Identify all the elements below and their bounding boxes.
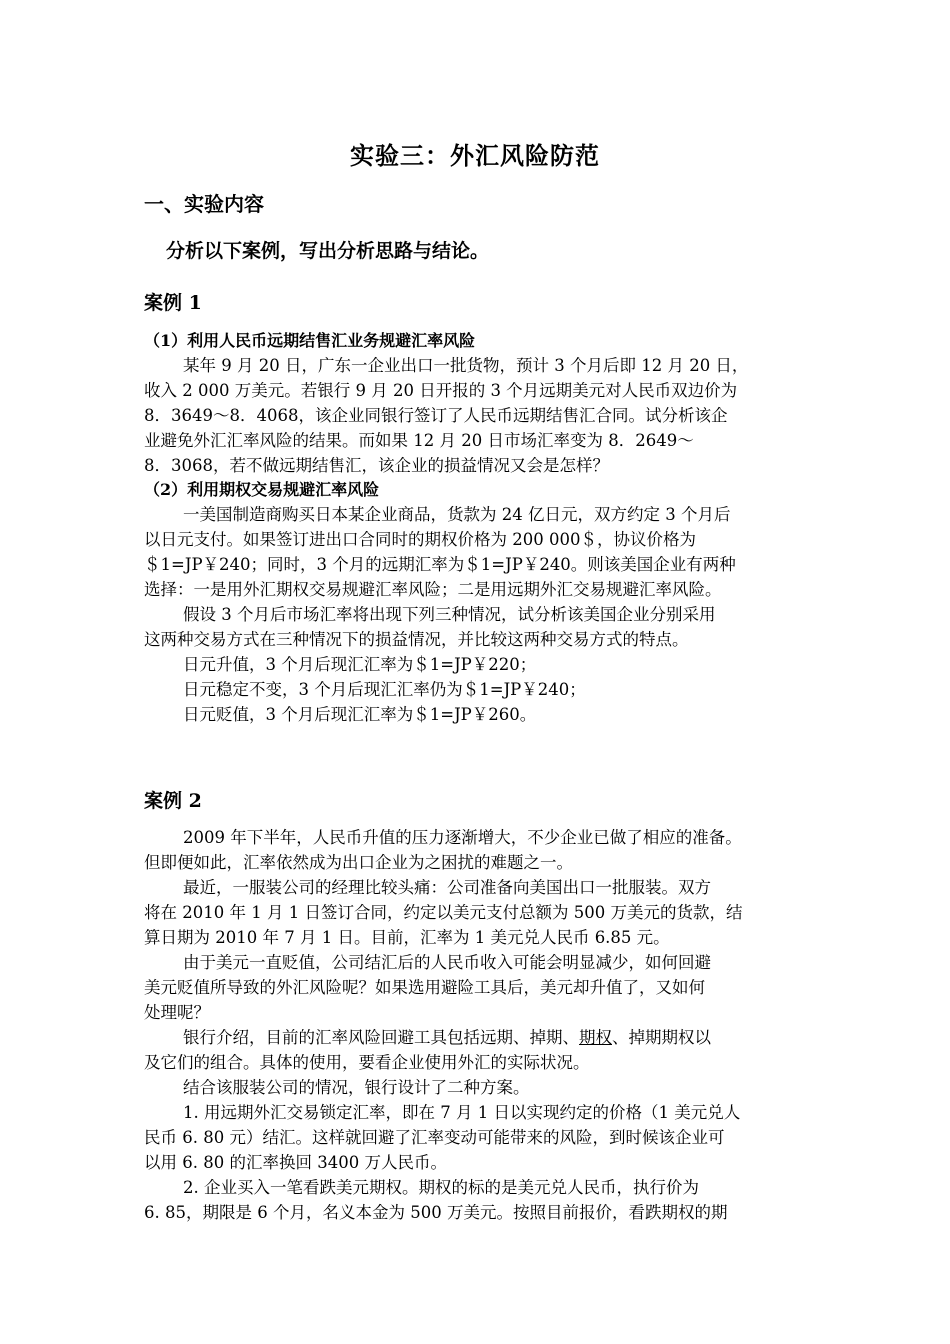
paragraph-line: 结合该服装公司的情况，银行设计了二种方案。 — [183, 1078, 530, 1097]
instruction-text: 分析以下案例，写出分析思路与结论。 — [166, 240, 490, 262]
paragraph-line — [183, 1024, 711, 1048]
paragraph-line: 8．3649～8．4068，该企业同银行签订了人民币远期结售汇合同。试分析该企 — [144, 406, 728, 425]
case2-heading: 案例 2 — [144, 790, 202, 812]
paragraph-line: 由于美元一直贬值，公司结汇后的人民币收入可能会明显减少，如何回避 — [183, 953, 711, 972]
paragraph-line: 假设 3 个月后市场汇率将出现下列三种情况，试分析该美国企业分别采用 — [183, 605, 716, 624]
underlined-term: 期权 — [579, 1028, 612, 1047]
paragraph-line: 一美国制造商购买日本某企业商品，货款为 24 亿日元，双方约定 3 个月后 — [183, 505, 731, 524]
text-segment: 银行介绍，目前的汇率风险回避工具包括远期、掉期、 — [183, 1028, 579, 1047]
paragraph-line: 某年 9 月 20 日，广东一企业出口一批货物，预计 3 个月后即 12 月 20 日， — [183, 356, 749, 375]
paragraph-line: 以用 6. 80 的汇率换回 3400 万人民币。 — [144, 1153, 447, 1172]
text-segment: 、掉期期权以 — [612, 1028, 711, 1047]
paragraph-line: 日元升值，3 个月后现汇汇率为＄1=JP￥220； — [183, 655, 537, 674]
paragraph-line: 处理呢？ — [144, 1003, 210, 1022]
paragraph-line: 1. 用远期外汇交易锁定汇率，即在 7 月 1 日以实现约定的价格（1 美元兑人 — [183, 1103, 741, 1122]
paragraph-line: 2009 年下半年，人民币升值的压力逐渐增大，不少企业已做了相应的准备。 — [183, 828, 742, 847]
paragraph-line: 及它们的组合。具体的使用，要看企业使用外汇的实际状况。 — [144, 1053, 590, 1072]
case1-heading: 案例 1 — [144, 292, 202, 314]
paragraph-line: 6. 85，期限是 6 个月，名义本金为 500 万美元。按照目前报价，看跌期权的期 — [144, 1203, 728, 1222]
document-title: 实验三：外汇风险防范 — [350, 141, 600, 170]
case1-part2-heading: （2）利用期权交易规避汇率风险 — [144, 480, 380, 499]
section-heading: 一、实验内容 — [144, 192, 264, 216]
paragraph-line: 将在 2010 年 1 月 1 日签订合同，约定以美元支付总额为 500 万美元的货款，结 — [144, 903, 743, 922]
paragraph-line: 最近，一服装公司的经理比较头痛：公司准备向美国出口一批服装。双方 — [183, 878, 711, 897]
paragraph-line: 以日元支付。如果签订进出口合同时的期权价格为 200 000＄，协议价格为 — [144, 530, 696, 549]
paragraph-line: 民币 6. 80 元）结汇。这样就回避了汇率变动可能带来的风险，到时候该企业可 — [144, 1128, 725, 1147]
paragraph-line: 美元贬值所导致的外汇风险呢？如果选用避险工具后，美元却升值了，又如何 — [144, 978, 705, 997]
paragraph-line: ＄1=JP￥240；同时，3 个月的远期汇率为＄1=JP￥240。则该美国企业有两种 — [144, 555, 736, 574]
paragraph-line: 日元贬值，3 个月后现汇汇率为＄1=JP￥260。 — [183, 705, 537, 724]
paragraph-line: 选择：一是用外汇期权交易规避汇率风险；二是用远期外汇交易规避汇率风险。 — [144, 580, 722, 599]
paragraph-line: 但即便如此，汇率依然成为出口企业为之困扰的难题之一。 — [144, 853, 573, 872]
paragraph-line: 收入 2 000 万美元。若银行 9 月 20 日开报的 3 个月远期美元对人民币双边价为 — [144, 381, 738, 400]
paragraph-line: 这两种交易方式在三种情况下的损益情况，并比较这两种交易方式的特点。 — [144, 630, 689, 649]
paragraph-line: 2. 企业买入一笔看跌美元期权。期权的标的是美元兑人民币，执行价为 — [183, 1178, 699, 1197]
paragraph-line: 日元稳定不变，3 个月后现汇汇率仍为＄1=JP￥240； — [183, 680, 586, 699]
paragraph-line: 8．3068，若不做远期结售汇，该企业的损益情况又会是怎样？ — [144, 456, 609, 475]
paragraph-line: 算日期为 2010 年 7 月 1 日。目前，汇率为 1 美元兑人民币 6.85 元。 — [144, 928, 670, 947]
paragraph-line: 业避免外汇汇率风险的结果。而如果 12 月 20 日市场汇率变为 8．2649～ — [144, 431, 694, 450]
case1-part1-heading: （1）利用人民币远期结售汇业务规避汇率风险 — [144, 331, 476, 350]
